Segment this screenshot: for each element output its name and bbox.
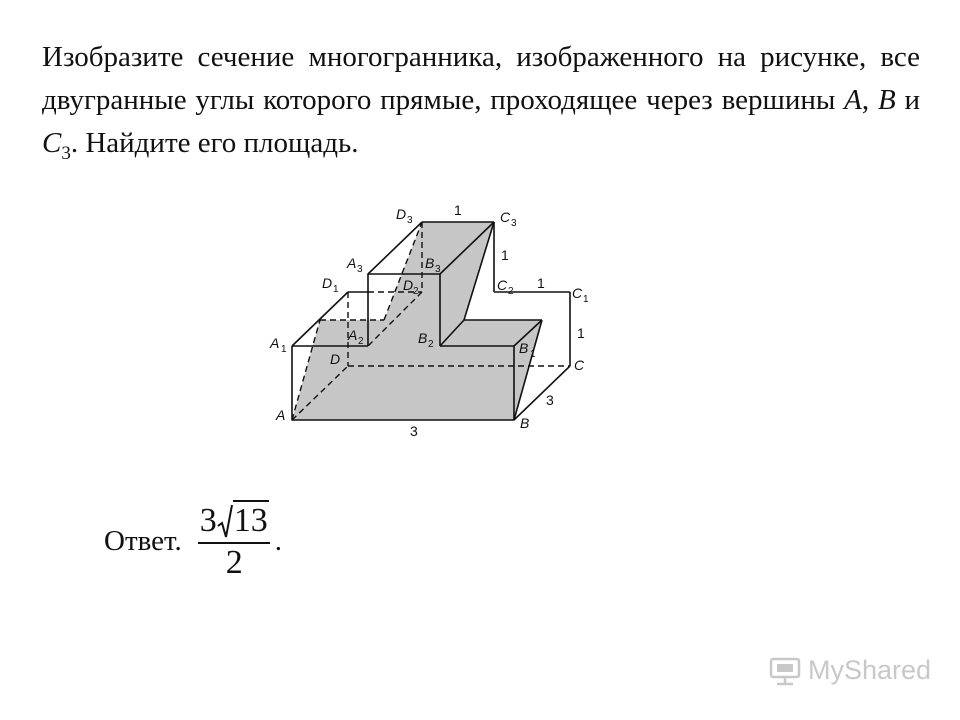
problem-text (42, 36, 920, 165)
vertex-b: B (877, 84, 896, 116)
label-a: A (276, 407, 286, 423)
label-c3-sub: 3 (511, 218, 517, 229)
label-a2: A (348, 327, 358, 343)
answer-radicand: 13 (233, 502, 268, 539)
label-a2-sub: 2 (358, 336, 364, 347)
label-c1: C (572, 285, 583, 301)
label-c2: C (497, 277, 508, 293)
label-c: C (574, 357, 585, 373)
dim-c2-c3: 1 (501, 247, 509, 263)
label-d2: D (403, 277, 414, 293)
separator: , (861, 84, 878, 116)
conjunction: и (895, 84, 921, 116)
answer-numerator (198, 500, 271, 542)
answer-fraction (198, 500, 271, 582)
dim-side: 3 (546, 392, 554, 408)
label-b1-sub: 1 (530, 349, 536, 360)
line3-suffix: . Найдите его площадь. (70, 127, 359, 159)
label-b3: B (425, 255, 435, 271)
line3-prefix: вершины (721, 84, 845, 116)
answer-denominator: 2 (225, 544, 243, 581)
answer-coefficient: 3 (199, 502, 217, 539)
vertex-c3: C (42, 127, 62, 159)
answer-label: Ответ. (104, 524, 182, 557)
vertex-a: A (844, 84, 862, 116)
sqrt-sign-icon (217, 504, 233, 540)
problem-line-2: все двугранные углы которого прямые, проходящее через (42, 41, 920, 116)
label-a1: A (270, 335, 280, 351)
dim-top: 1 (454, 202, 462, 218)
dim-c1-c2: 1 (537, 275, 545, 291)
problem-line-1: Изобразите сечение многогранника, изображенного на рисунке, (42, 41, 867, 73)
label-d1: D (322, 275, 333, 291)
dim-front: 3 (410, 423, 418, 439)
polyhedron-figure (260, 190, 620, 450)
label-c1-sub: 1 (583, 294, 589, 305)
label-a1-sub: 1 (281, 344, 287, 355)
label-b2: B (418, 330, 428, 346)
label-a3: A (347, 255, 357, 271)
label-d3-sub: 3 (407, 215, 413, 226)
label-b1: B (519, 340, 529, 356)
dim-c-c1: 1 (577, 325, 585, 341)
label-d1-sub: 1 (333, 284, 339, 295)
watermark (768, 655, 931, 686)
label-d3: D (396, 206, 407, 222)
label-b: B (520, 415, 530, 431)
label-b2-sub: 2 (428, 339, 434, 350)
answer (104, 500, 282, 582)
watermark-brand: MyShared (808, 655, 932, 685)
vertex-c3-subscript: 3 (61, 143, 71, 164)
label-d2-sub: 2 (413, 286, 419, 297)
presentation-board-icon (768, 656, 802, 686)
label-b3-sub: 3 (435, 264, 441, 275)
label-d: D (330, 351, 341, 367)
label-a3-sub: 3 (357, 264, 363, 275)
answer-period: . (274, 524, 283, 557)
label-c2-sub: 2 (508, 286, 514, 297)
label-c3: C (500, 209, 511, 225)
